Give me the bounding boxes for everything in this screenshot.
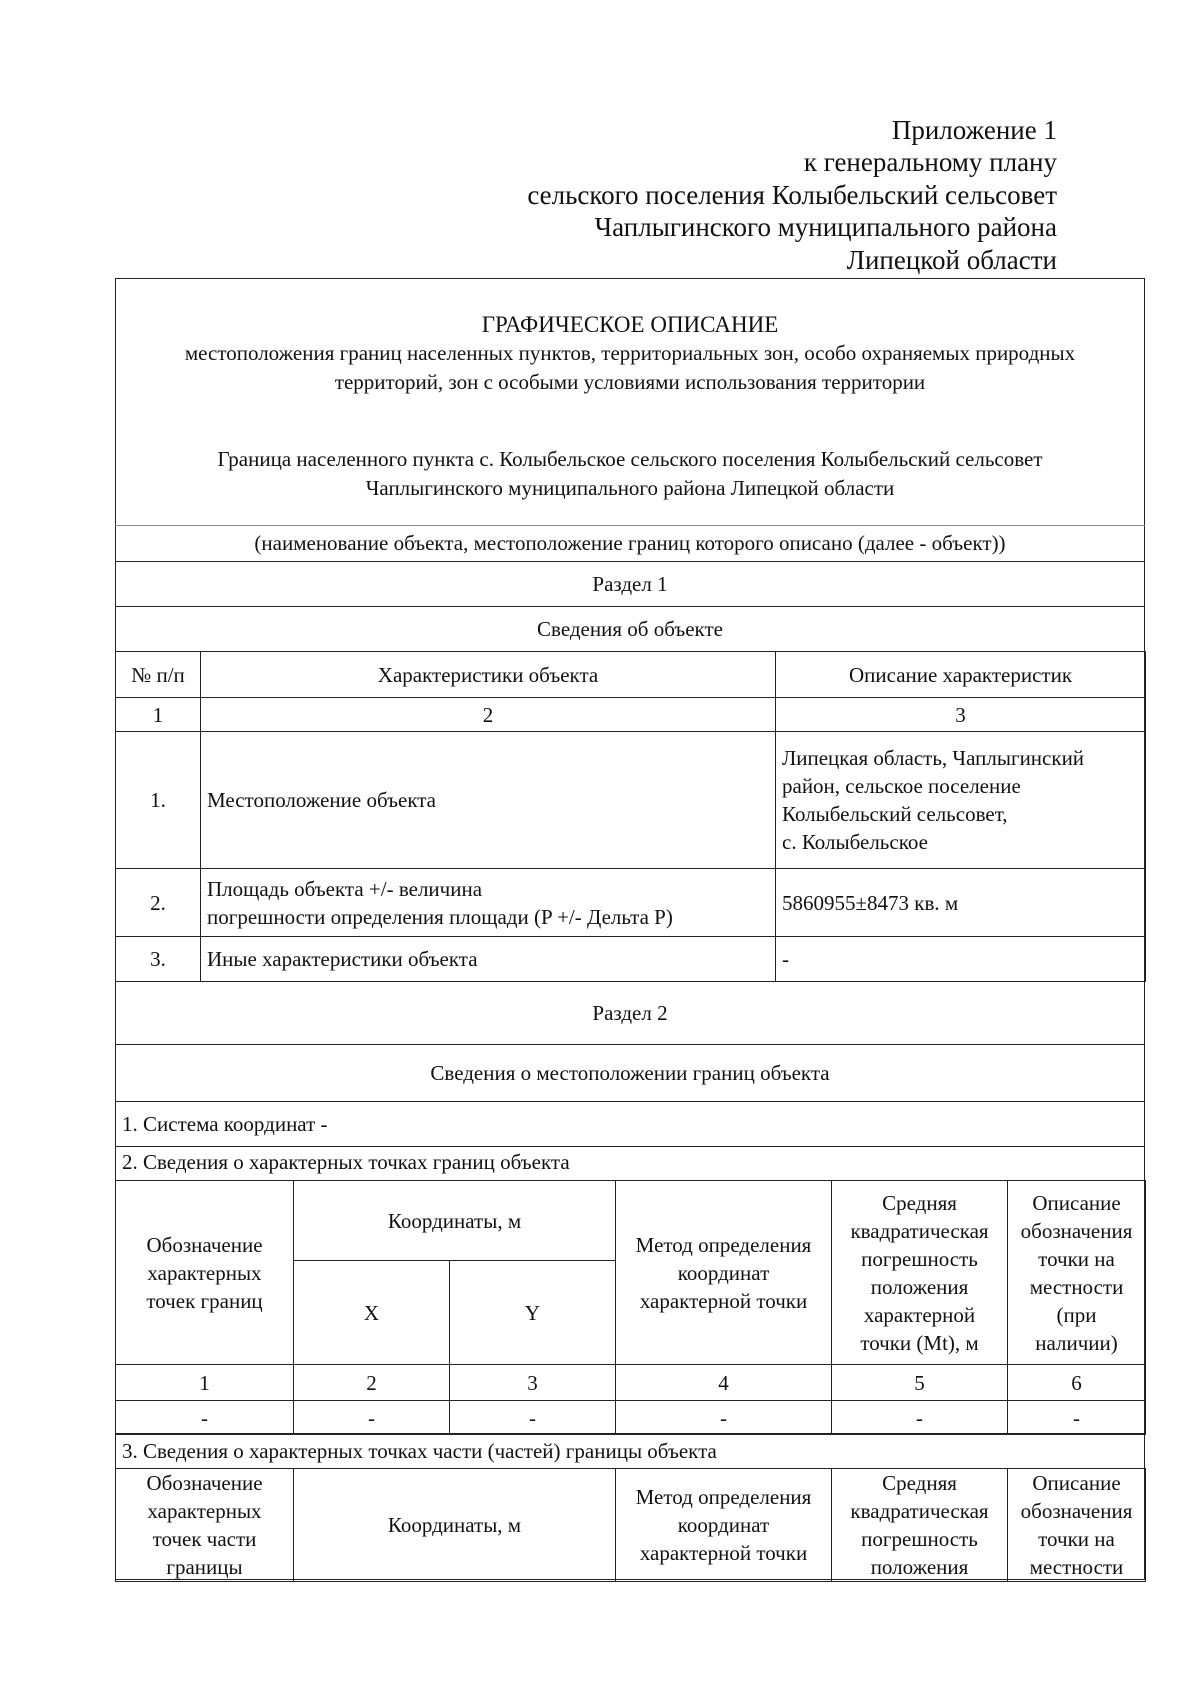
header-line: координат xyxy=(677,1513,770,1537)
district-name: Чаплыгинского муниципального района xyxy=(594,212,1057,243)
header-coordinates: Координаты, м xyxy=(294,1469,616,1582)
object-caption: (наименование объекта, местоположение границ которого описано (далее - объект)) xyxy=(254,531,1006,555)
object-info-table xyxy=(115,651,1146,982)
row-number: 3. xyxy=(116,937,201,982)
section2-title: Раздел 2 xyxy=(592,1001,668,1025)
appendix-number: Приложение 1 xyxy=(891,115,1057,145)
header-line: характерной точки xyxy=(639,1541,808,1565)
header-mean-error xyxy=(832,1469,1008,1582)
header-line: точек части xyxy=(152,1527,257,1551)
col-number: 4 xyxy=(616,1365,832,1401)
header-line: погрешность xyxy=(861,1527,978,1551)
header-y: Y xyxy=(450,1261,616,1365)
table-cell: - xyxy=(450,1401,616,1435)
subtitle-line-2: территорий, зон с особыми условиями использования территории xyxy=(334,369,926,394)
row-characteristic: Иные характеристики объекта xyxy=(201,937,776,982)
header-line: характерной точки xyxy=(639,1288,808,1313)
header-line: местности xyxy=(1029,1274,1124,1299)
header-point-description xyxy=(1008,1469,1146,1582)
section1-subtitle: Сведения об объекте xyxy=(537,617,723,641)
header-line: характерной xyxy=(863,1302,976,1327)
table-row xyxy=(116,1401,1146,1435)
area-value: 5860955±8473 кв. м xyxy=(776,869,1146,937)
region-name: Липецкой области xyxy=(846,244,1057,275)
row-characteristic: Местоположение объекта xyxy=(201,732,776,869)
appendix-reference: к генеральному плану xyxy=(803,147,1057,178)
description-line: район, сельское поселение xyxy=(782,774,1021,798)
header-line: квадратическая xyxy=(850,1499,989,1523)
col-header-description: Описание характеристик xyxy=(776,652,1146,698)
characteristic-line: погрешности определения площади (P +/- Дельта P) xyxy=(207,904,673,929)
table-row xyxy=(116,869,1146,937)
header-part-designation xyxy=(116,1469,294,1582)
boundary-parts-table xyxy=(115,1468,1146,1582)
description-line: Колыбельский сельсовет, xyxy=(782,802,1008,826)
header-line: характерных xyxy=(147,1499,262,1523)
table-row xyxy=(116,732,1146,869)
settlement-name: сельского поселения Колыбельский сельсовет xyxy=(527,179,1057,210)
header-line: (при xyxy=(1056,1302,1097,1327)
header-method xyxy=(616,1181,832,1365)
boundary-parts-title: 3. Сведения о характерных точках части (частей) границы объекта xyxy=(115,1433,1145,1469)
header-line: границы xyxy=(166,1555,243,1579)
header-line: точки (Mt), м xyxy=(860,1330,979,1355)
col-number: 3 xyxy=(776,698,1146,732)
row-description xyxy=(776,732,1146,869)
row-characteristic xyxy=(201,869,776,937)
header-line: координат xyxy=(677,1260,770,1285)
table-cell: - xyxy=(116,1401,294,1435)
col-header-characteristic: Характеристики объекта xyxy=(201,652,776,698)
header-x: X xyxy=(294,1261,450,1365)
characteristic-line: Площадь объекта +/- величина xyxy=(207,876,483,901)
col-number: 6 xyxy=(1008,1365,1146,1401)
header-point-description xyxy=(1008,1181,1146,1365)
header-line: Средняя xyxy=(882,1190,957,1215)
document-header xyxy=(527,114,1057,276)
col-header-number: № п/п xyxy=(116,652,201,698)
table-cell: - xyxy=(832,1401,1008,1435)
header-line: точек границ xyxy=(146,1288,263,1313)
table-cell: - xyxy=(616,1401,832,1435)
col-number: 1 xyxy=(116,1365,294,1401)
column-numbers-row xyxy=(116,1365,1146,1401)
row-number: 1. xyxy=(116,732,201,869)
row-description: - xyxy=(776,937,1146,982)
header-line: обозначения xyxy=(1020,1218,1133,1243)
header-line: точки на xyxy=(1038,1527,1115,1551)
section2-subtitle: Сведения о местоположении границ объекта xyxy=(430,1061,830,1085)
document-subtitle xyxy=(115,339,1145,396)
header-line: погрешность xyxy=(861,1246,978,1271)
header-line: квадратическая xyxy=(850,1218,989,1243)
header-method xyxy=(616,1469,832,1582)
boundary-points-table xyxy=(115,1180,1146,1435)
object-name-line-2: Чаплыгинского муниципального района Липецкой области xyxy=(365,475,895,500)
subtitle-line-1: местоположения границ населенных пунктов, территориальных зон, особо охраняемых природных xyxy=(184,341,1076,365)
col-number: 2 xyxy=(201,698,776,732)
header-coordinates: Координаты, м xyxy=(294,1181,616,1261)
description-line: Липецкая область, Чаплыгинский xyxy=(782,746,1085,770)
table-cell: - xyxy=(1008,1401,1146,1435)
col-number: 2 xyxy=(294,1365,450,1401)
header-line: характерных xyxy=(147,1260,262,1285)
col-number: 1 xyxy=(116,698,201,732)
description-line: с. Колыбельское xyxy=(782,830,928,854)
header-line: положения xyxy=(870,1555,969,1579)
table-row xyxy=(116,937,1146,982)
col-number: 3 xyxy=(450,1365,616,1401)
table-cell: - xyxy=(294,1401,450,1435)
object-name xyxy=(115,445,1145,502)
header-mean-error xyxy=(832,1181,1008,1365)
header-line: Описание xyxy=(1032,1190,1121,1215)
header-line: Средняя xyxy=(882,1471,957,1495)
header-line: Описание xyxy=(1032,1471,1121,1495)
header-line: наличии) xyxy=(1035,1330,1118,1355)
header-point-designation xyxy=(116,1181,294,1365)
table-header-row xyxy=(116,652,1146,698)
header-line: местности xyxy=(1029,1555,1124,1579)
object-name-line-1: Граница населенного пункта с. Колыбельское сельского поселения Колыбельский сельсовет xyxy=(217,447,1043,471)
coordinate-system: 1. Система координат - xyxy=(115,1101,1145,1147)
section1-title: Раздел 1 xyxy=(592,572,668,596)
header-line: Обозначение xyxy=(146,1232,263,1257)
header-line: обозначения xyxy=(1020,1499,1133,1523)
header-line: Обозначение xyxy=(146,1471,263,1495)
document-title: ГРАФИЧЕСКОЕ ОПИСАНИЕ xyxy=(481,312,779,337)
column-numbers-row xyxy=(116,698,1146,732)
header-line: точки на xyxy=(1038,1246,1115,1271)
header-line: Метод определения xyxy=(635,1485,812,1509)
header-line: положения xyxy=(870,1274,969,1299)
boundary-points-title: 2. Сведения о характерных точках границ объекта xyxy=(115,1146,1145,1181)
row-number: 2. xyxy=(116,869,201,937)
col-number: 5 xyxy=(832,1365,1008,1401)
header-line: Метод определения xyxy=(635,1232,812,1257)
